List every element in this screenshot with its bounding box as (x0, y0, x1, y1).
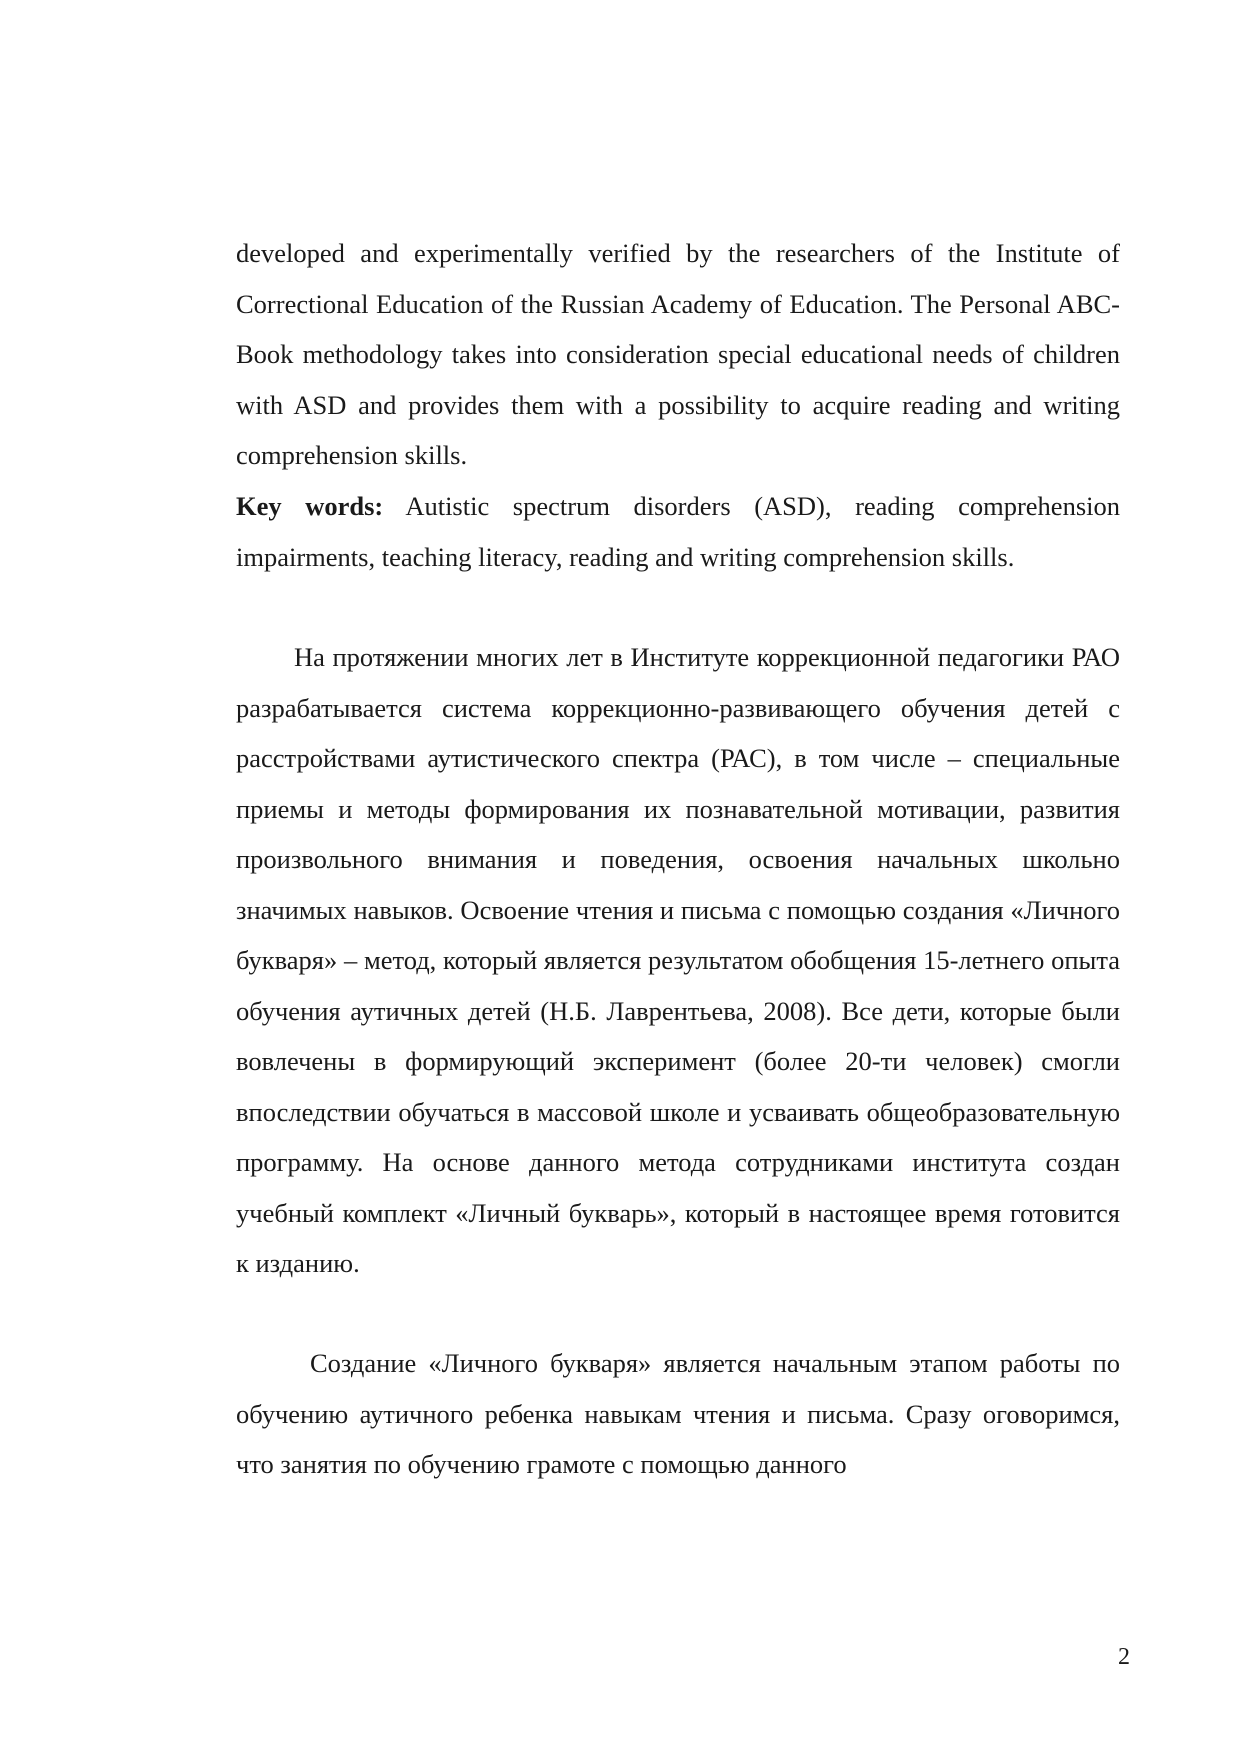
body-paragraph-2: Создание «Личного букваря» является начальным этапом работы по обучению аутичного ребенка навыкам чтения и письма. Сразу оговоримся, что занятия по обучению грамоте с помощью данного (236, 1348, 1120, 1479)
keywords-label: Key words: (236, 491, 384, 521)
keywords-paragraph (236, 481, 1120, 582)
body-paragraph-1: На протяжении многих лет в Институте коррекционной педагогики РАО разрабатывается система коррекционно-развивающего обучения детей с расстройствами аутистического спектра (РАС), в том числе – специальные приемы и методы формирования их познавательной мотивации, развития произвольного внимания и поведения, освоения начальных школьно значимых навыков. Освоение чтения и письма с помощью создания «Личного букваря» – метод, который является результатом обобщения 15-летнего опыта обучения аутичных детей (Н.Б. Лаврентьева, 2008). Все дети, которые были вовлечены в формирующий эксперимент (более 20-ти человек) смогли впоследствии обучаться в массовой школе и усваивать общеобразовательную программу. На основе данного метода сотрудниками института создан учебный комплект «Личный букварь», который в настоящее время готовится к изданию. (236, 642, 1120, 1278)
abstract-continuation: developed and experimentally verified by the researchers of the Institute of Correctional Education of the Russian Academy of Education. The Personal ABC-Book methodology takes into consideration special educational needs of children with ASD and provides them with a possibility to acquire reading and writing comprehension skills. (236, 238, 1120, 470)
keywords-text: Autistic spectrum disorders (ASD), reading comprehension impairments, teaching literacy, reading and writing comprehension skills. (236, 491, 1120, 572)
page-number: 2 (1118, 1644, 1130, 1670)
